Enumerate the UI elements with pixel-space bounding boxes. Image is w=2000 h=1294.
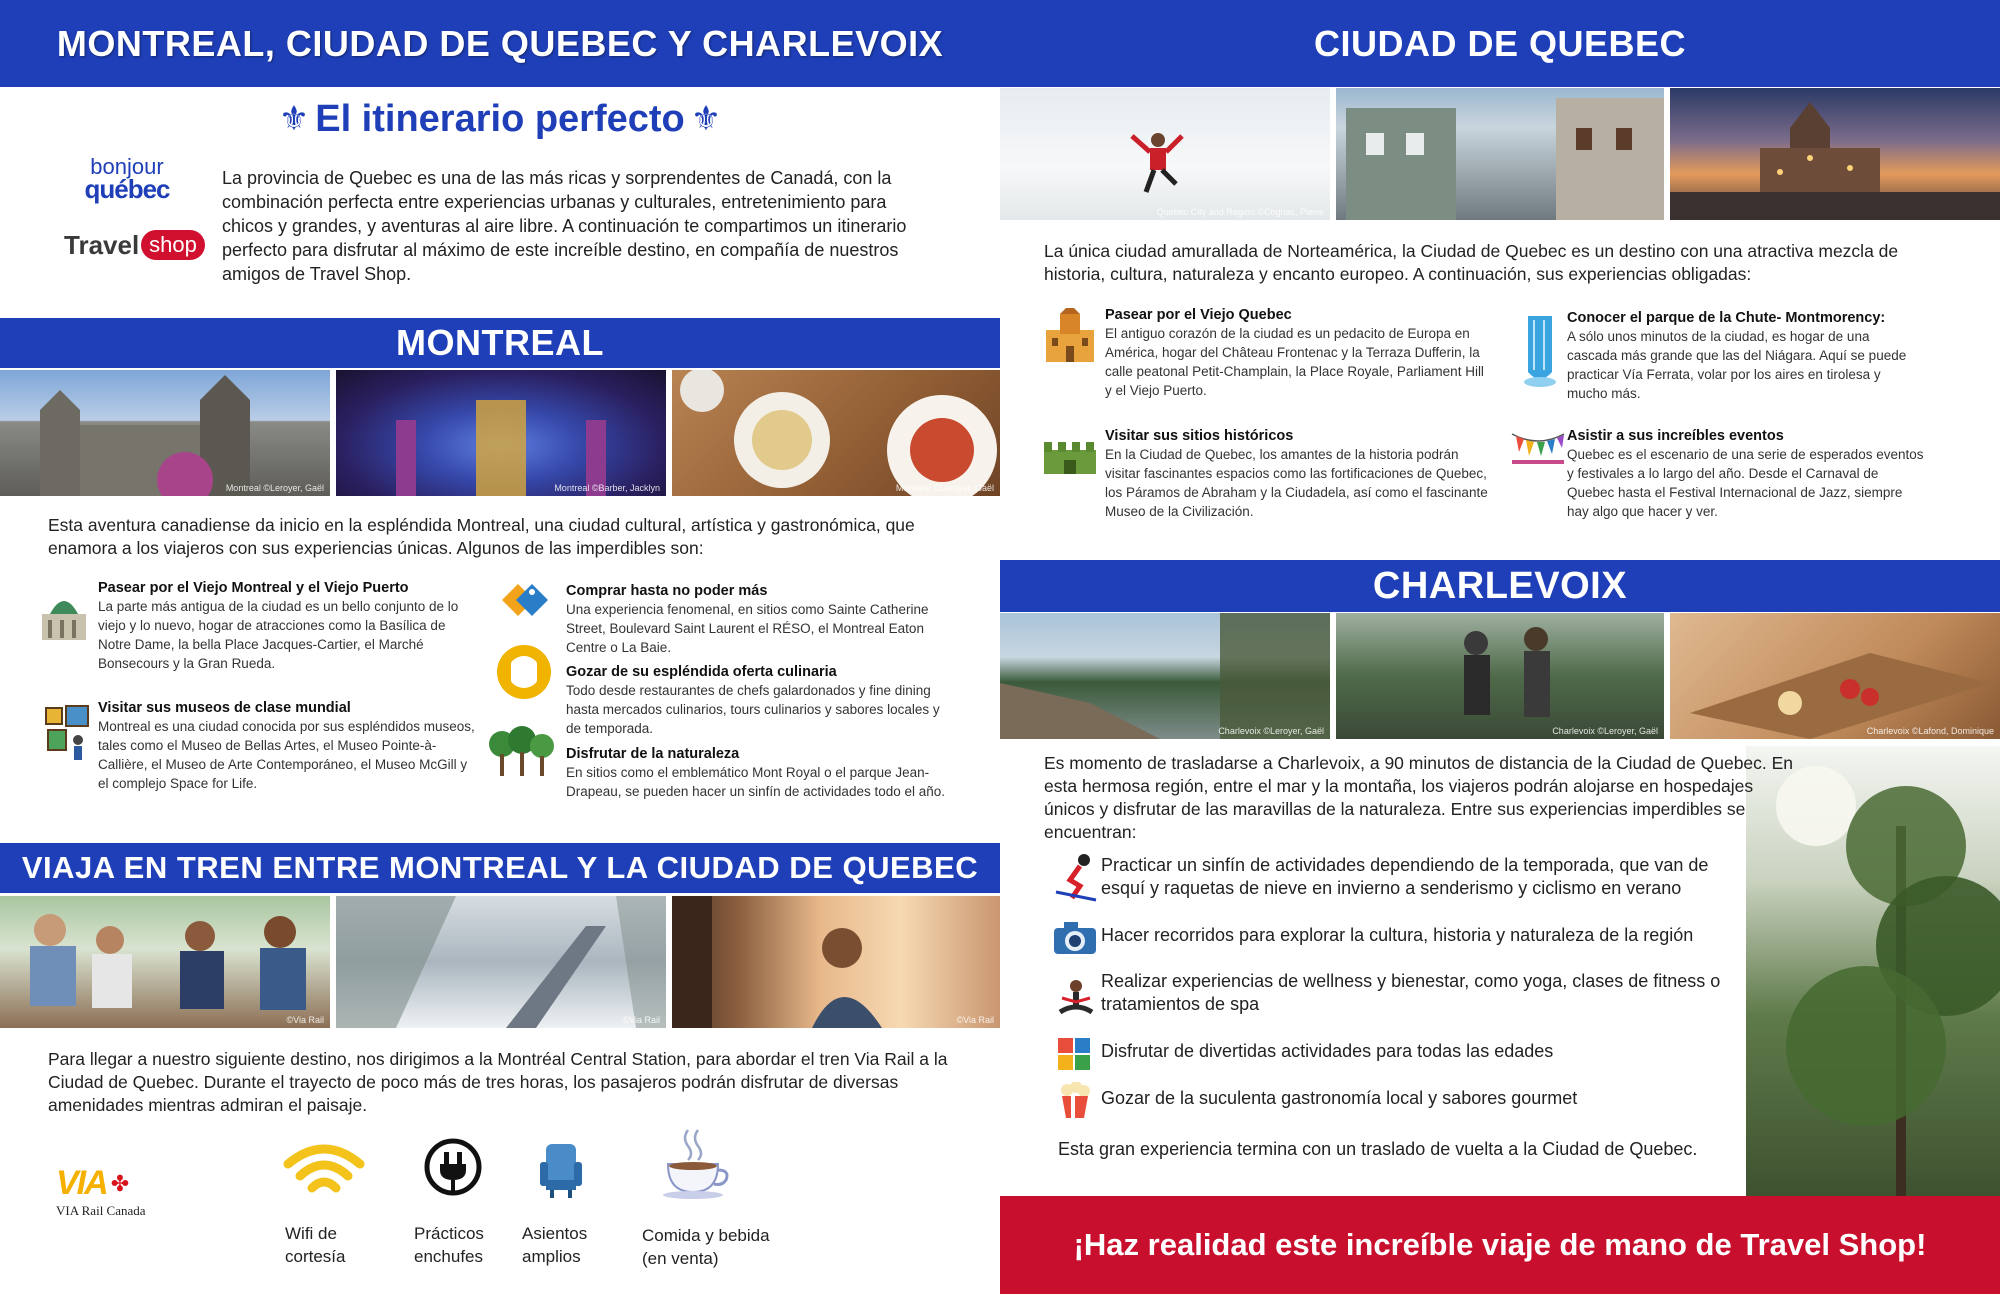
waterfall-icon (1522, 312, 1556, 393)
charlevoix-list-item: Gozar de la suculenta gastronomía local y sabores gourmet (1101, 1088, 1578, 1108)
charlevoix-list-item: Hacer recorridos para explorar la cultura, historia y naturaleza de la región (1101, 925, 1694, 945)
photo-credit: Charlevoix ©Leroyer, Gaël (1218, 726, 1324, 736)
montreal-basilica-photo (0, 370, 330, 496)
itinerary-subtitle: El itinerario perfecto (315, 97, 685, 140)
quebec-intro: La única ciudad amurallada de Norteamérica, la Ciudad de Quebec es un destino con una atractiva mezcla de historia, cultura, naturaleza y encanto europeo. A continuación, sus experiencias obligadas: (1044, 241, 1899, 284)
plate-cutlery-icon (496, 644, 552, 705)
charlevoix-section-title: CHARLEVOIX (1372, 564, 1628, 607)
charlevoix-hikers-photo (1336, 613, 1664, 739)
photo-credit: Charlevoix ©Leroyer, Gaël (1552, 726, 1658, 736)
quebec-winter-jump-photo (1000, 88, 1330, 220)
gourmet-board-drawing (1670, 613, 2000, 739)
dishes-drawing (672, 370, 1000, 496)
charlevoix-list-item: Practicar un sinfín de actividades dependiendo de la temporada, que van de esquí y raquetas de nieve en invierno a senderismo y ciclismo en verano (1101, 855, 1709, 898)
quebec-street-photo (1336, 88, 1664, 220)
train-passengers-photo (0, 896, 330, 1028)
intro-paragraph: La provincia de Quebec es una de las más ricas y sorprendentes de Canadá, con la combinación perfecta entre experiencias urbanas y culturales, entretenimiento para chicos y grandes, y aventuras al aire libre. A continuación te compartimos un itinerario perfecto para disfrutar al máximo de este increíble destino, en compañía de nuestros amigos de Travel Shop. (222, 168, 907, 284)
bonjour-quebec-logo: bonjour québec (84, 154, 170, 204)
chateau-frontenac-drawing (1670, 88, 2000, 220)
montreal-item-old-montreal: Pasear por el Viejo Montreal y el Viejo Puerto La parte más antigua de la ciudad es un bello conjunto de lo viejo y lo nuevo, hogar de atracciones como la Basílica de Notre Dame, la bella Place Jacques-Cartier, el Marché Bonsecours y la Gran Rueda. (98, 580, 459, 671)
maple-leaf-icon: ✤ (110, 1170, 130, 1196)
montreal-item-shopping: Comprar hasta no poder más Una experiencia fenomenal, en sitios como Sainte Catherine Street, Boulevard Saint Laurent el RÉSO, el Montreal Eaton Centre o La Baie. (566, 583, 929, 655)
altar-drawing (336, 370, 666, 496)
museum-paintings-icon (44, 704, 92, 767)
train-window-photo (672, 896, 1000, 1028)
quebec-title-band (1000, 0, 2000, 87)
camera-icon (1052, 920, 1098, 961)
quebec-frontenac-photo (1670, 88, 2000, 220)
train-section-band (0, 843, 1000, 893)
montreal-item-culinary: Gozar de su espléndida oferta culinaria Todo desde restaurantes de chefs galardonados y fine dining hasta mercados culinarios, tours culinarios y sabores locales y de temporada. (566, 664, 940, 736)
charlevoix-section-band (1000, 560, 2000, 612)
quebec-item-events: Asistir a sus increíbles eventos Quebec es el escenario de una serie de esperados eventos y festivales a lo largo del año. Desde el Carnaval de Quebec hasta el Festival Internacional de Jazz, siempre hay algo que hacer y ver. (1567, 428, 1924, 519)
photo-credit: ©Via Rail (286, 1015, 324, 1025)
train-snow-photo (336, 896, 666, 1028)
seat-icon (538, 1140, 584, 1205)
amenity-plugs-label: Prácticos enchufes (414, 1224, 484, 1266)
amenity-seats-label: Asientos amplios (522, 1224, 588, 1266)
jumping-person-drawing (1000, 88, 1330, 220)
cta-text: ¡Haz realidad este increíble viaje de mano de Travel Shop! (1073, 1227, 1927, 1262)
photo-credit: Charlevoix ©Lafond, Dominique (1866, 726, 1994, 736)
cta-banner[interactable] (1000, 1196, 2000, 1294)
wifi-icon (282, 1140, 366, 1205)
quebec-item-old-quebec: Pasear por el Viejo Quebec El antiguo corazón de la ciudad es un pedacito de Europa en América, hogar del Château Frontenac y la Terraza Dufferin, la calle peatonal Petit-Champlain, la Place Royale, Parliament Hill y el Viejo Puerto. (1105, 307, 1484, 398)
fleur-de-lis-icon: ⚜ (278, 100, 310, 138)
charlevoix-intro: Es momento de trasladarse a Charlevoix, a 90 minutos de distancia de la Ciudad de Quebec. En esta hermosa región, entre el mar y la montaña, los viajeros podrán alojarse en hospedajes únicos y disfrutar de las maravillas de la naturaleza. Entre sus experiencias imperdibles se encuentran: (1044, 753, 1794, 842)
popcorn-icon (1058, 1082, 1092, 1125)
charlevoix-list-item: Realizar experiencias de wellness y bienestar, como yoga, clases de fitness o tratamientos de spa (1101, 971, 1721, 1014)
meditation-icon (1054, 978, 1098, 1023)
charlevoix-gourmet-photo (1670, 613, 2000, 739)
main-title-band (0, 0, 1000, 87)
quebec-title: CIUDAD DE QUEBEC (1313, 22, 1687, 64)
photo-credit: Montreal ©Leroyer, Gaël (895, 483, 994, 493)
passengers-drawing (0, 896, 330, 1028)
window-passenger-drawing (672, 896, 1000, 1028)
photo-credit: Montreal ©Barber, Jacklyn (554, 483, 660, 493)
montreal-item-nature: Disfrutar de la naturaleza En sitios como el emblemático Mont Royal o el parque Jean-Drapeau, se pueden hacer un sinfín de actividades todo el año. (566, 746, 946, 799)
via-rail-logo: VIA ✤ VIA Rail Canada (56, 1164, 146, 1218)
montreal-notre-dame-interior-photo (336, 370, 666, 496)
quebec-item-montmorency: Conocer el parque de la Chute- Montmorency: A sólo unos minutos de la ciudad, es hogar de una cascada más grande que las del Niágara. Aquí se puede practicar Vía Ferrata, volar por los aires en tirolesa y mucho más. (1567, 310, 1907, 401)
photo-credit: ©Via Rail (956, 1015, 994, 1025)
dome-building-icon (36, 586, 92, 647)
main-title: MONTREAL, CIUDAD DE QUEBEC Y CHARLEVOIX (56, 22, 944, 64)
montreal-section-band (0, 318, 1000, 368)
coast-drawing (1000, 613, 1330, 739)
amenity-wifi-label: Wifi de cortesía (285, 1224, 346, 1266)
puzzle-icon (1056, 1036, 1092, 1077)
train-paragraph: Para llegar a nuestro siguiente destino, nos dirigimos a la Montréal Central Station, para abordar el tren Via Rail a la Ciudad de Quebec. Durante el trayecto de poco más de tres horas, los pasajeros podrán disfrutar de diversas amenidades mientras admiran el paisaje. (48, 1049, 948, 1115)
shopping-tags-icon (498, 580, 552, 625)
photo-credit: Quebec City and Region ©Cognac, Pierre (1156, 207, 1324, 217)
train-section-title: VIAJA EN TREN ENTRE MONTREAL Y LA CIUDAD DE QUEBEC (21, 850, 979, 885)
charlevoix-list-item: Disfrutar de divertidas actividades para todas las edades (1101, 1041, 1554, 1061)
photo-credit: ©Via Rail (622, 1015, 660, 1025)
itinerary-subtitle-row (240, 94, 760, 144)
trees-icon (488, 726, 554, 783)
bunting-flags-icon (1510, 428, 1566, 477)
charlevoix-closing: Esta gran experiencia termina con un traslado de vuelta a la Ciudad de Quebec. (1058, 1139, 1698, 1159)
hikers-drawing (1336, 613, 1664, 739)
fortress-wall-icon (1042, 432, 1098, 481)
coffee-cup-icon (660, 1128, 732, 1205)
quebec-item-historic-sites: Visitar sus sitios históricos En la Ciudad de Quebec, los amantes de la historia podrán visitar fascinantes espacios como las fortificaciones de Quebec, los Páramos de Abraham y la Ciudadela, así como el fascinante Museo de la Civilización. (1105, 428, 1488, 519)
montreal-item-museums: Visitar sus museos de clase mundial Montreal es una ciudad conocida por sus espléndidos museos, tales como el Museo de Bellas Artes, el Museo Pointe-à-Callière, el Museo de Arte Contemporáneo, el Museo McGill y el complejo Space for Life. (98, 700, 475, 791)
photo-credit: Montreal ©Leroyer, Gaël (225, 483, 324, 493)
plug-icon (422, 1136, 484, 1203)
old-quebec-buildings-drawing (1336, 88, 1664, 220)
skier-icon (1054, 852, 1098, 907)
montreal-food-photo (672, 370, 1000, 496)
fleur-de-lis-icon: ⚜ (690, 100, 722, 138)
montreal-section-title: MONTREAL (396, 322, 604, 363)
snowy-train-drawing (336, 896, 666, 1028)
castle-icon (1042, 308, 1098, 369)
amenity-food-label: Comida y bebida (en venta) (642, 1226, 770, 1268)
charlevoix-coast-photo (1000, 613, 1330, 739)
montreal-intro: Esta aventura canadiense da inicio en la espléndida Montreal, una ciudad cultural, artística y gastronómica, que enamora a los viajeros con sus experiencias únicas. Algunos de las imperdibles son: (48, 515, 915, 558)
basilica-towers-drawing (0, 370, 330, 496)
travel-shop-logo: Travel shop (64, 224, 214, 266)
